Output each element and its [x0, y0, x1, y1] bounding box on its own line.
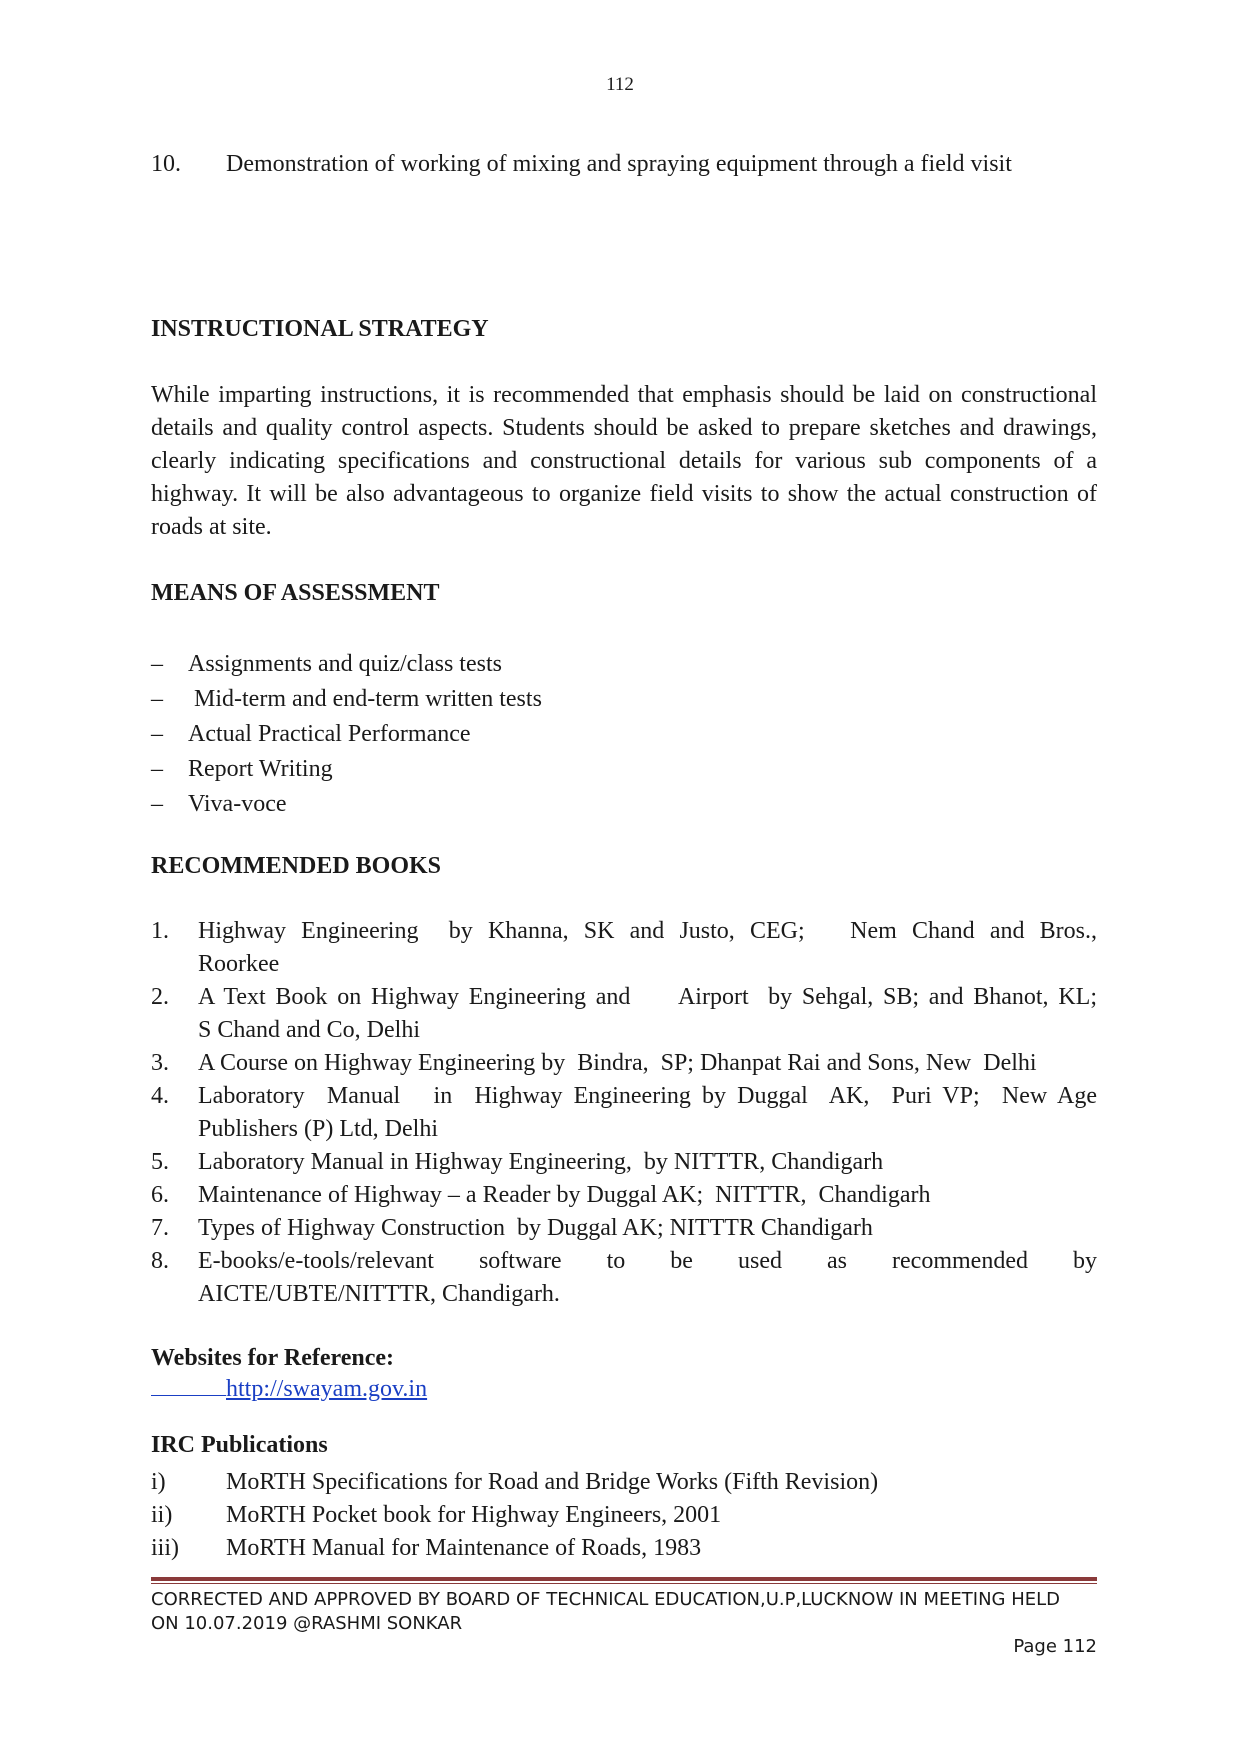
page-number-top: 112	[606, 74, 634, 95]
footer-line-1: CORRECTED AND APPROVED BY BOARD OF TECHNICAL EDUCATION,U.P,LUCKNOW IN MEETING HELD	[151, 1589, 1060, 1610]
book-line: Highway Engineering by Khanna, SK and Justo, CEG; Nem Chand and Bros.,	[198, 918, 1097, 944]
assessment-bullet: –	[151, 791, 163, 817]
book-line: Laboratory Manual in Highway Engineering by Duggal AK, Puri VP; New Age	[198, 1083, 1097, 1109]
book-number: 6.	[151, 1182, 169, 1208]
book-line: S Chand and Co, Delhi	[198, 1017, 420, 1043]
instructional-strategy-paragraph: While imparting instructions, it is recommended that emphasis should be laid on constructional details and quality control aspects. Students should be asked to prepare sketches and drawings, clearly indicating specifications and constructional details for various sub components of a highway. It will be also advantageous to organize field visits to show the actual construction of roads at site.	[151, 382, 1097, 540]
book-line: Publishers (P) Ltd, Delhi	[198, 1116, 438, 1142]
assessment-bullet: –	[151, 686, 163, 712]
website-link-row	[151, 1373, 427, 1406]
irc-item-number: iii)	[151, 1535, 179, 1561]
book-line: Maintenance of Highway – a Reader by Duggal AK; NITTTR, Chandigarh	[198, 1182, 931, 1208]
means-of-assessment-heading: MEANS OF ASSESSMENT	[151, 580, 440, 606]
footer-note	[151, 1588, 1097, 1636]
assessment-item-text: Assignments and quiz/class tests	[188, 651, 502, 677]
irc-item-number: ii)	[151, 1502, 173, 1528]
instructional-strategy-heading: INSTRUCTIONAL STRATEGY	[151, 316, 489, 342]
book-number: 5.	[151, 1149, 169, 1175]
footer-rule-thin	[151, 1583, 1097, 1584]
book-line: Types of Highway Construction by Duggal AK; NITTTR Chandigarh	[198, 1215, 873, 1241]
recommended-books-heading: RECOMMENDED BOOKS	[151, 853, 442, 879]
book-line: E-books/e-tools/relevant software to be used as recommended by	[198, 1248, 1097, 1274]
intro-item-number: 10.	[151, 151, 181, 177]
irc-item-text: MoRTH Pocket book for Highway Engineers, 2001	[226, 1502, 722, 1528]
link-underline-lead	[151, 1394, 226, 1396]
book-line: Roorkee	[198, 951, 280, 977]
irc-item-text: MoRTH Manual for Maintenance of Roads, 1983	[226, 1535, 702, 1561]
websites-heading: Websites for Reference:	[151, 1345, 395, 1371]
book-line: A Text Book on Highway Engineering and Airport by Sehgal, SB; and Bhanot, KL;	[198, 984, 1097, 1010]
assessment-item-text: Actual Practical Performance	[188, 721, 471, 747]
assessment-bullet: –	[151, 721, 163, 747]
intro-item-text: Demonstration of working of mixing and spraying equipment through a field visit	[226, 151, 1012, 177]
assessment-item-text: Mid-term and end-term written tests	[188, 686, 542, 712]
book-line: Laboratory Manual in Highway Engineering, by NITTTR, Chandigarh	[198, 1149, 884, 1175]
book-number: 1.	[151, 918, 169, 944]
irc-item-text: MoRTH Specifications for Road and Bridge Works (Fifth Revision)	[226, 1469, 879, 1495]
swayam-link[interactable]: http://swayam.gov.in	[226, 1376, 428, 1402]
book-number: 8.	[151, 1248, 169, 1274]
footer-line-2: ON 10.07.2019 @RASHMI SONKAR	[151, 1613, 463, 1634]
irc-item-number: i)	[151, 1469, 166, 1495]
book-number: 4.	[151, 1083, 169, 1109]
assessment-item-text: Report Writing	[188, 756, 333, 782]
book-line: A Course on Highway Engineering by Bindra, SP; Dhanpat Rai and Sons, New Delhi	[198, 1050, 1037, 1076]
irc-publications-heading: IRC Publications	[151, 1432, 328, 1458]
assessment-bullet: –	[151, 651, 163, 677]
footer-rule-thick	[151, 1577, 1097, 1581]
book-number: 2.	[151, 984, 169, 1010]
footer-page-number: Page 112	[1013, 1636, 1097, 1657]
assessment-bullet: –	[151, 756, 163, 782]
book-line: AICTE/UBTE/NITTTR, Chandigarh.	[198, 1281, 560, 1307]
assessment-item-text: Viva-voce	[188, 791, 287, 817]
book-number: 3.	[151, 1050, 169, 1076]
book-number: 7.	[151, 1215, 169, 1241]
